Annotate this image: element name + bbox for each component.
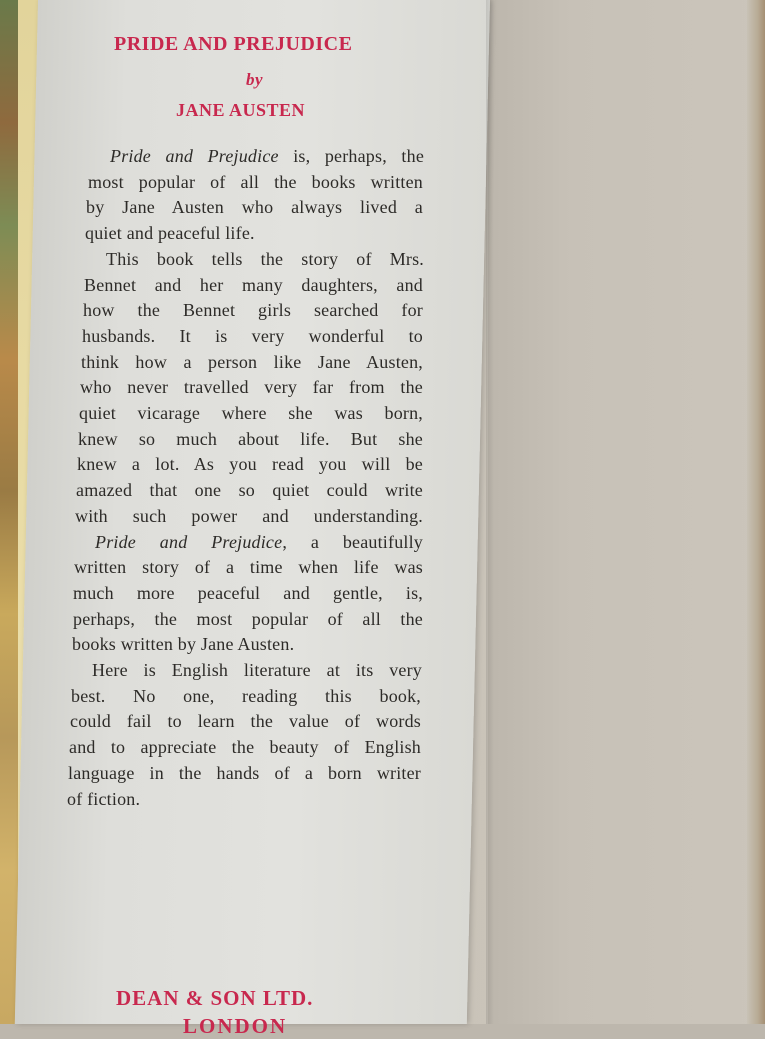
blurb-text: knew so much about life. But she	[78, 428, 423, 449]
author-name: JANE AUSTEN	[176, 100, 306, 120]
blurb-text: who never travelled very far from the	[80, 377, 423, 398]
blurb-line	[86, 197, 423, 218]
blurb-line	[95, 532, 423, 553]
publisher-name: DEAN & SON LTD.	[116, 986, 314, 1010]
blurb-line	[71, 686, 421, 707]
blurb-text: how the Bennet girls searched for	[83, 300, 423, 321]
blurb-text: , a beautifully	[282, 531, 423, 552]
blurb-line	[73, 583, 423, 604]
blurb-text: could fail to learn the value of words	[70, 711, 421, 732]
blurb-line	[84, 275, 423, 296]
blurb-text: Bennet and her many daughters, and	[84, 274, 423, 295]
blurb-line	[70, 711, 421, 732]
blurb-text: written story of a time when life was	[74, 557, 423, 578]
blurb-text: quiet vicarage where she was born,	[79, 403, 423, 423]
blurb-text: and to appreciate the beauty of English	[69, 737, 421, 758]
blurb-line	[73, 609, 423, 630]
blurb-text: books written by Jane Austen.	[72, 634, 295, 655]
blurb-text: amazed that one so quiet could write	[76, 480, 423, 501]
blurb-text: language in the hands of a born writer	[68, 762, 421, 783]
blurb-line	[79, 403, 423, 424]
blurb-line	[85, 223, 255, 244]
blurb-line	[76, 480, 423, 501]
blurb-text: husbands. It is very wonderful to	[82, 325, 423, 346]
blurb-line	[92, 660, 422, 681]
blurb-line	[83, 300, 423, 321]
blurb-line	[74, 557, 423, 578]
blurb-line	[80, 377, 423, 398]
blurb-line	[82, 326, 423, 347]
blurb-line	[67, 789, 140, 810]
blurb-line	[75, 506, 423, 527]
blurb-text: of fiction.	[67, 788, 141, 809]
publisher-city: LONDON	[183, 1014, 288, 1038]
blurb-text: think how a person like Jane Austen,	[81, 351, 423, 372]
blurb-text: is, perhaps, the	[278, 146, 425, 166]
blurb-line	[78, 429, 423, 450]
blurb-line	[68, 763, 421, 784]
blurb-line	[110, 146, 424, 167]
blurb-line	[88, 172, 423, 193]
blurb-line	[72, 634, 294, 655]
blurb-line	[77, 454, 423, 475]
blurb-text: by Jane Austen who always lived a	[86, 197, 423, 218]
blurb-text: with such power and understanding.	[75, 505, 423, 526]
blurb-italic-title: Pride and Prejudice	[110, 146, 279, 166]
blurb-line	[106, 249, 424, 270]
blurb-text: Here is English literature at its very	[92, 660, 422, 680]
blurb-text: perhaps, the most popular of all the	[73, 608, 423, 629]
blurb-text: quiet and peaceful life.	[85, 223, 255, 244]
blurb-text: much more peaceful and gentle, is,	[73, 582, 423, 603]
blurb-text: knew a lot. As you read you will be	[77, 454, 423, 475]
book-title: PRIDE AND PREJUDICE	[114, 33, 353, 55]
blurb-text: most popular of all the books written	[88, 171, 423, 192]
byline: by	[246, 70, 264, 89]
blurb-line	[69, 737, 421, 758]
blurb-text: best. No one, reading this book,	[71, 685, 421, 706]
blurb-line	[81, 352, 423, 373]
blurb-italic-title: Pride and Prejudice	[95, 531, 283, 552]
blurb-text: This book tells the story of Mrs.	[106, 248, 424, 269]
